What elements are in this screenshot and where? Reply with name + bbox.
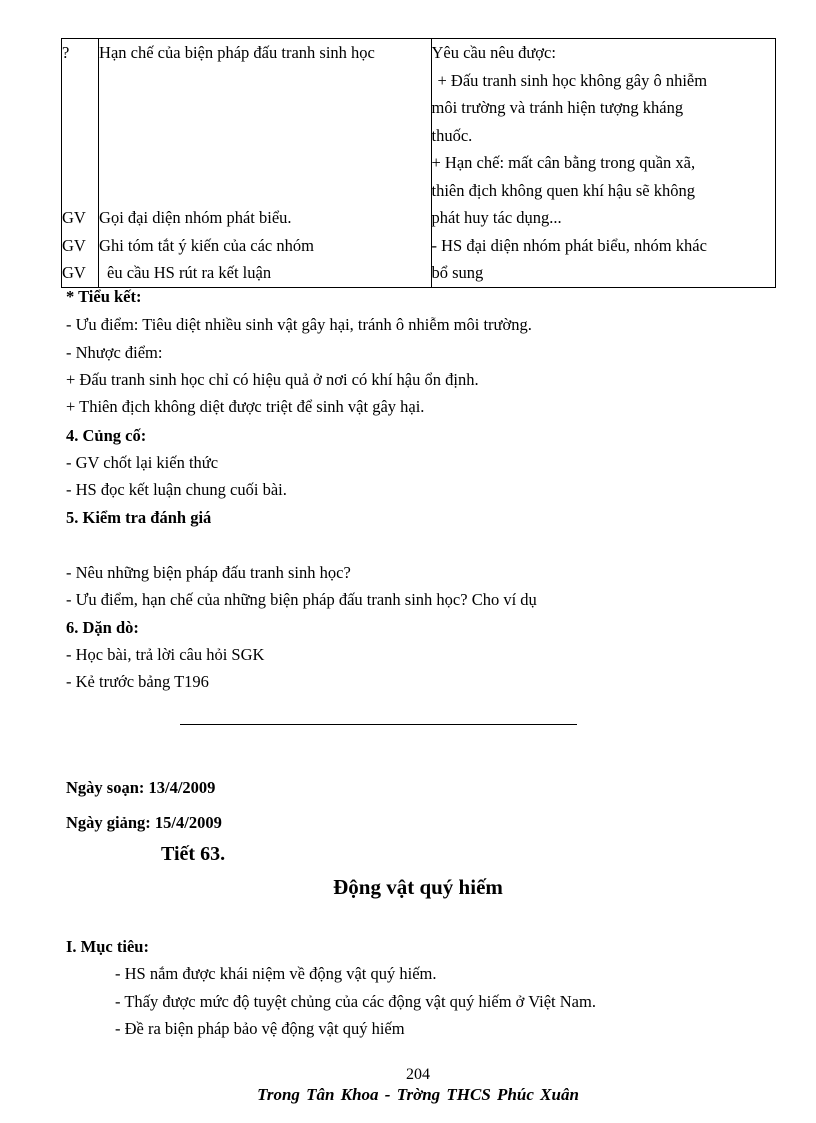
prep-date: Ngày soạn: 13/4/2009 [66,778,216,797]
homework-heading: 6. Dặn dò: [66,618,139,637]
row-label: ? GV GV GV [62,39,99,288]
summary-disadvantage-heading: - Nhược điểm: [66,343,163,362]
homework-item: - Kẻ trước bảng T196 [66,672,209,691]
section-divider [180,724,577,725]
answer-line: Yêu cầu nêu được: [431,43,556,62]
activity-text: Ghi tóm tắt ý kiến của các nhóm [99,235,314,255]
objective-item: - Thấy được mức độ tuyệt chủng của các động vật quý hiếm ở Việt Nam. [115,992,596,1011]
consolidation-heading: 4. Củng cố: [66,426,147,445]
objective-item: - Đề ra biện pháp bảo vệ động vật quý hiếm [115,1019,405,1038]
row-label: GV [62,208,86,227]
assessment-heading: 5. Kiểm tra đánh giá [66,508,212,527]
objectives-heading: I. Mục tiêu: [66,937,149,956]
teacher-activity-cell [99,39,431,288]
objective-item: - HS nắm được khái niệm về động vật quý hiếm. [115,964,437,983]
homework-item: - Học bài, trả lời câu hỏi SGK [66,645,265,664]
activity-text: êu cầu HS rút ra kết luận [107,263,272,282]
answer-line: bổ sung [431,263,484,282]
answer-line: phát huy tác dụng... [431,208,562,227]
consolidation-item: - HS đọc kết luận chung cuối bài. [66,480,287,499]
lesson-period: Tiết 63. [161,843,226,865]
answer-line: + Đấu tranh sinh học không gây ô nhiễm [437,70,708,90]
answer-line: môi trường và tránh hiện tượng kháng [431,98,684,117]
summary-disadvantage-item: + Thiên địch không diệt được triệt để sinh vật gây hại. [66,397,425,416]
row-label: GV [62,263,86,282]
answer-line: thuốc. [431,125,473,145]
table-row [62,39,776,288]
summary-advantage: - Ưu điểm: Tiêu diệt nhiều sinh vật gây hại, tránh ô nhiễm môi trường. [66,315,532,334]
summary-disadvantage-item: + Đấu tranh sinh học chỉ có hiệu quả ở nơi có khí hậu ổn định. [66,370,479,389]
answer-line: thiên địch không quen khí hậu sẽ không [431,180,696,200]
consolidation-item: - GV chốt lại kiến thức [66,453,219,472]
page-footer: Trong Tân Khoa - Trờng THCS Phúc Xuân [257,1085,579,1104]
row-label: GV [62,235,86,255]
teach-date: Ngày giảng: 15/4/2009 [66,813,222,832]
answer-line: - HS đại diện nhóm phát biểu, nhóm khác [431,235,707,255]
activity-text: Gọi đại diện nhóm phát biểu. [99,208,292,227]
student-activity-cell [431,39,776,288]
answer-line: + Hạn chế: mất cân bằng trong quần xã, [431,153,696,172]
lesson-title: Động vật quý hiếm [333,875,503,899]
summary-heading: * Tiểu kết: [66,287,142,306]
assessment-item: - Nêu những biện pháp đấu tranh sinh học? [66,563,351,582]
assessment-item: - Ưu điểm, hạn chế của những biện pháp đấu tranh sinh học? Cho ví dụ [66,590,537,609]
page-number: 204 [406,1066,430,1083]
lesson-activity-table [61,38,776,288]
question-text: Hạn chế của biện pháp đấu tranh sinh học [99,43,375,62]
